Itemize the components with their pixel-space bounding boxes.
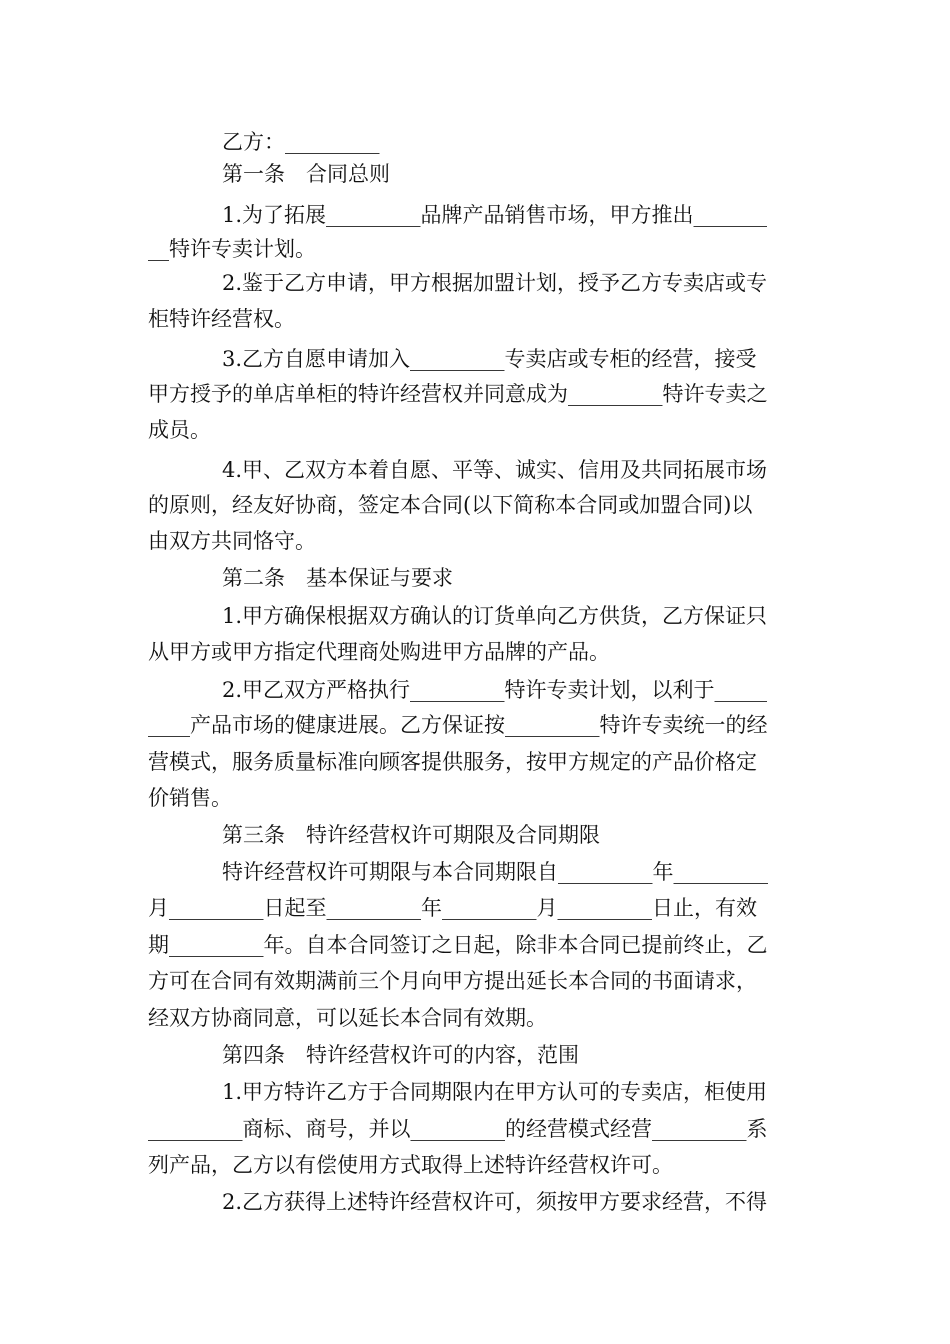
paragraph-line: 期_________年。自本合同签订之日起，除非本合同已提前终止，乙 <box>148 933 768 957</box>
paragraph-line: 营模式，服务质量标准向顾客提供服务，按甲方规定的产品价格定 <box>148 750 757 774</box>
paragraph-line: 3.乙方自愿申请加入_________专卖店或专柜的经营，接受 <box>222 347 757 371</box>
paragraph-line: 的原则，经友好协商，签定本合同(以下简称本合同或加盟合同)以 <box>148 493 753 517</box>
party-b-line: 乙方：_________ <box>222 130 380 154</box>
paragraph-line: 1.为了拓展_________品牌产品销售市场，甲方推出_______ <box>222 203 768 227</box>
paragraph-line: _________商标、商号，并以_________的经营模式经营_________系 <box>148 1117 768 1141</box>
paragraph-line: 1.甲方确保根据双方确认的订货单向乙方供货，乙方保证只 <box>222 604 768 628</box>
paragraph-line: 列产品，乙方以有偿使用方式取得上述特许经营权许可。 <box>148 1153 673 1177</box>
paragraph-line: 柜特许经营权。 <box>148 307 295 331</box>
paragraph-line: 方可在合同有效期满前三个月向甲方提出延长本合同的书面请求， <box>148 969 757 993</box>
article-2-heading: 第二条 基本保证与要求 <box>222 566 453 590</box>
paragraph-line: 甲方授予的单店单柜的特许经营权并同意成为_________特许专卖之 <box>148 382 768 406</box>
paragraph-line: 成员。 <box>148 418 211 442</box>
paragraph-line: 经双方协商同意，可以延长本合同有效期。 <box>148 1006 547 1030</box>
article-3-heading: 第三条 特许经营权许可期限及合同期限 <box>222 823 600 847</box>
paragraph-line: 由双方共同恪守。 <box>148 529 316 553</box>
paragraph-line: __特许专卖计划。 <box>148 237 316 261</box>
paragraph-line: 1.甲方特许乙方于合同期限内在甲方认可的专卖店，柜使用 <box>222 1080 768 1104</box>
paragraph-line: 价销售。 <box>148 786 232 810</box>
paragraph-line: 月_________日起至_________年_________月_________日止，有效 <box>148 896 757 920</box>
article-1-heading: 第一条 合同总则 <box>222 162 390 186</box>
paragraph-line: 2.鉴于乙方申请，甲方根据加盟计划，授予乙方专卖店或专 <box>222 271 768 295</box>
paragraph-line: 2.甲乙双方严格执行_________特许专卖计划，以利于_____ <box>222 678 768 702</box>
paragraph-line: 2.乙方获得上述特许经营权许可，须按甲方要求经营，不得 <box>222 1190 768 1214</box>
paragraph-line: 从甲方或甲方指定代理商处购进甲方品牌的产品。 <box>148 640 610 664</box>
paragraph-line: ____产品市场的健康进展。乙方保证按_________特许专卖统一的经 <box>148 713 768 737</box>
paragraph-line: 4.甲、乙双方本着自愿、平等、诚实、信用及共同拓展市场 <box>222 458 768 482</box>
article-4-heading: 第四条 特许经营权许可的内容，范围 <box>222 1043 579 1067</box>
paragraph-line: 特许经营权许可期限与本合同期限自_________年_________ <box>222 860 768 884</box>
